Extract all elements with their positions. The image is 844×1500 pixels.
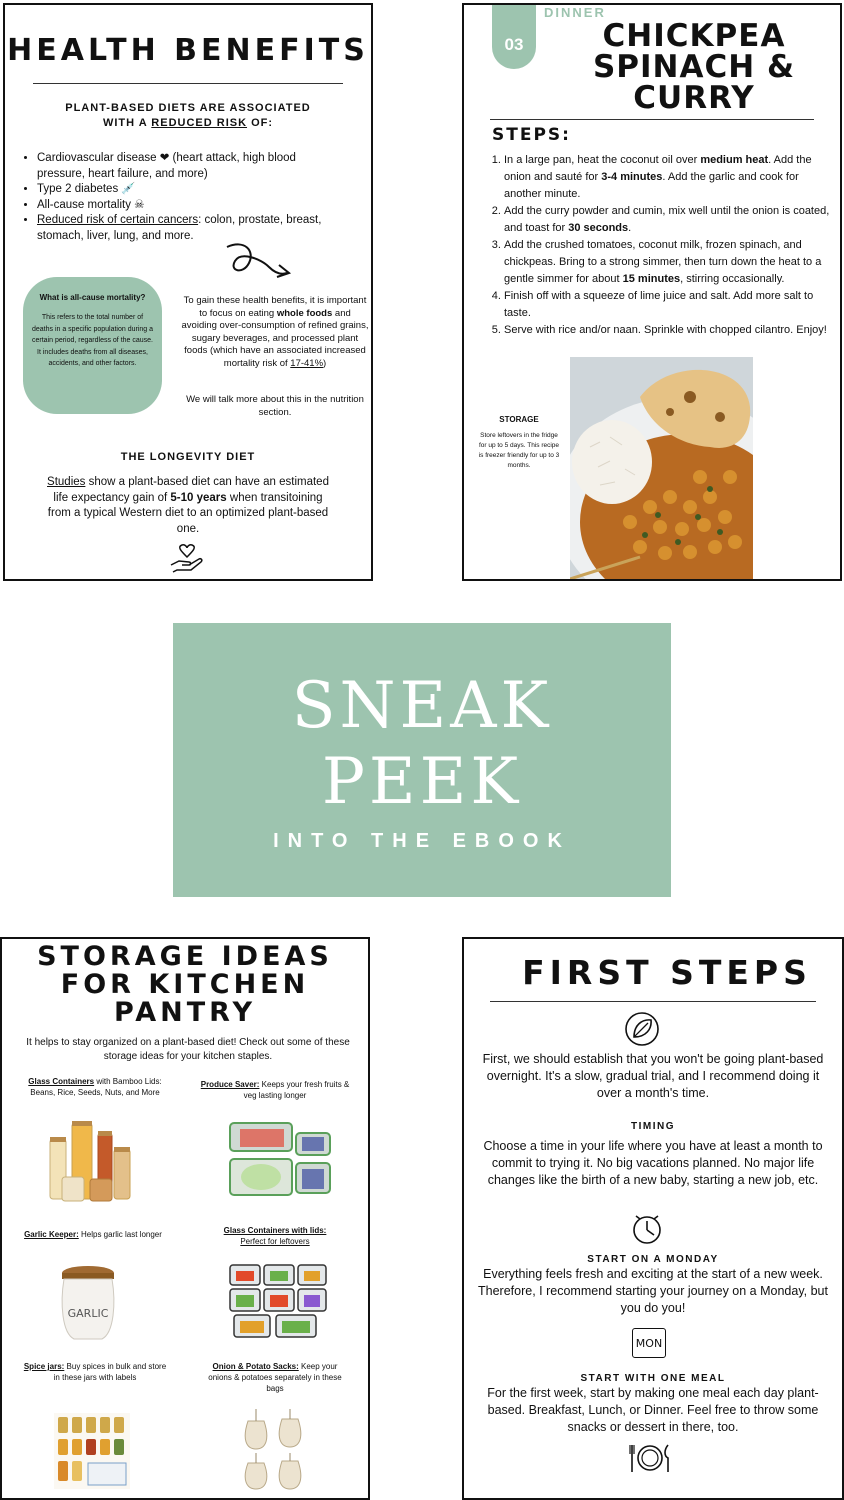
divider bbox=[490, 119, 814, 120]
recipe-number: 03 bbox=[504, 35, 524, 54]
recipe-title-line-1: CHICKPEA bbox=[602, 18, 786, 54]
spice-jars-link[interactable]: Spice jars: bbox=[23, 1362, 65, 1371]
garlic-keeper-image bbox=[58, 1263, 118, 1343]
list-item bbox=[37, 198, 345, 214]
gain-text-end: ) bbox=[323, 357, 327, 369]
step-text: . Add the onion and sauté for bbox=[504, 154, 812, 183]
longevity-body-end: when transitoining from a typical Western diet to an optimized plant-based one. bbox=[47, 491, 329, 535]
caption-text: Helps garlic last longer bbox=[78, 1230, 162, 1239]
leaf-icon bbox=[624, 1011, 660, 1047]
page-title-line-1: STORAGE IDEAS bbox=[37, 941, 333, 972]
caption-text: Keeps your fresh fruits & veg lasting longer bbox=[243, 1080, 350, 1100]
calendar-icon bbox=[632, 1328, 666, 1358]
calendar-label: MON bbox=[635, 1337, 663, 1350]
divider bbox=[33, 83, 343, 84]
recipe-title-line-2: SPINACH & bbox=[592, 49, 796, 85]
produce-saver-caption bbox=[200, 1079, 350, 1101]
produce-saver-link[interactable]: Produce Saver: bbox=[200, 1080, 260, 1089]
page-title-line-2: FOR KITCHEN bbox=[60, 969, 310, 1000]
glass-containers-lids-link[interactable]: Glass Containers with lids: bbox=[223, 1226, 327, 1235]
curry-photo bbox=[570, 357, 753, 581]
one-meal-text: For the first week, start by making one meal each day plant-based. Breakfast, Lunch, or Dinner. Feel free to throw some snacks or dessert in there, too. bbox=[487, 1386, 819, 1434]
longevity-body: show a plant-based diet can have an estimated life expectancy gain of bbox=[53, 476, 329, 504]
glass-containers-link[interactable]: Glass Containers bbox=[28, 1077, 95, 1086]
glass-containers-caption bbox=[20, 1076, 170, 1098]
list-item-text: Cardiovascular disease ❤ (heart attack, high blood pressure, heart failure, and more) bbox=[37, 152, 296, 180]
cancer-risk-link[interactable]: Reduced risk of certain cancers bbox=[37, 214, 199, 226]
mortality-bubble bbox=[23, 277, 162, 414]
reduced-risk-text: REDUCED RISK bbox=[151, 117, 248, 129]
glass-containers-image bbox=[228, 1261, 328, 1341]
longevity-text bbox=[45, 475, 331, 537]
one-meal-heading: START WITH ONE MEAL bbox=[580, 1373, 726, 1384]
recipe-title-line-3: CURRY bbox=[633, 80, 755, 116]
association-heading bbox=[45, 101, 331, 131]
glass-containers-lids-caption bbox=[200, 1225, 350, 1247]
mortality-risk-link[interactable]: 17-41% bbox=[290, 357, 324, 369]
list-item bbox=[37, 182, 345, 198]
monday-heading: START ON A MONDAY bbox=[587, 1254, 719, 1265]
page-title bbox=[2, 943, 368, 1027]
list-item-text: Type 2 diabetes 💉 bbox=[37, 183, 136, 195]
garlic-keeper-caption bbox=[18, 1229, 168, 1240]
step-item bbox=[504, 288, 832, 322]
recipe-number-tab bbox=[492, 3, 536, 69]
list-item bbox=[37, 213, 345, 244]
step-text: In a large pan, heat the coconut oil over bbox=[504, 154, 701, 166]
step-text: Serve with rice and/or naan. Sprinkle with chopped cilantro. Enjoy! bbox=[504, 324, 827, 336]
heart-hand-icon bbox=[169, 543, 205, 573]
storage-ideas-page bbox=[0, 937, 370, 1500]
spice-jars-caption bbox=[20, 1361, 170, 1383]
onion-potato-sacks-caption bbox=[200, 1361, 350, 1394]
storage-heading: STORAGE bbox=[499, 415, 539, 424]
recipe-category: DINNER bbox=[544, 5, 606, 20]
page-title: FIRST STEPS bbox=[522, 953, 812, 992]
list-item-text: : colon, prostate, breast, stomach, liver, lung, and more. bbox=[37, 214, 322, 242]
step-bold: 15 minutes bbox=[622, 273, 681, 285]
step-item bbox=[504, 237, 832, 288]
bubble-text: This refers to the total number of deaths in a specific population during a certain period, regardless of the cause. It includes deaths from all diseases, accidents, and other factors. bbox=[31, 314, 154, 367]
step-bold: 3-4 minutes bbox=[601, 171, 663, 183]
steps-heading: STEPS: bbox=[492, 125, 571, 145]
banner-title-line-1: SNEAK bbox=[291, 669, 553, 743]
timing-text: Choose a time in your life where you have at least a month to commit to trying it. No big vacations planned. No major life changes like the birth of a new baby, starting a new job, etc. bbox=[483, 1139, 823, 1187]
banner-title bbox=[173, 668, 671, 820]
whole-foods-text: whole foods bbox=[276, 307, 333, 319]
step-item bbox=[504, 203, 832, 237]
divider bbox=[490, 1001, 816, 1002]
gain-text: To gain these health benefits, it is important to focus on eating bbox=[183, 295, 367, 319]
step-item bbox=[504, 322, 832, 339]
longevity-heading: THE LONGEVITY DIET bbox=[120, 451, 256, 463]
recipe-page bbox=[462, 3, 842, 581]
list-item bbox=[37, 151, 345, 182]
health-benefits-page bbox=[3, 3, 373, 581]
spice-jars-image bbox=[54, 1413, 130, 1489]
produce-saver-image bbox=[226, 1119, 336, 1199]
step-text: . bbox=[628, 222, 632, 234]
step-text: , stirring occasionally. bbox=[680, 273, 785, 285]
step-item bbox=[504, 152, 832, 203]
sneak-peek-banner bbox=[173, 623, 671, 897]
recipe-title bbox=[574, 18, 814, 116]
step-text: . Add the garlic and cook for another minute. bbox=[504, 171, 799, 200]
caption-text: with Bamboo Lids: Beans, Rice, Seeds, Nuts, and More bbox=[30, 1077, 162, 1097]
monday-text: Everything feels fresh and exciting at the start of a new week. Therefore, I recommend starting your journey on a Monday, but you do you! bbox=[478, 1267, 828, 1315]
intro-text: First, we should establish that you won't be going plant-based overnight. It's a slow, gradual trial, and I recommend doing it over a month's time. bbox=[482, 1052, 824, 1100]
first-steps-page bbox=[462, 937, 844, 1500]
step-bold: medium heat bbox=[700, 154, 769, 166]
banner-subtitle: INTO THE EBOOK bbox=[273, 830, 571, 852]
association-line-1: PLANT-BASED DIETS ARE ASSOCIATED bbox=[65, 102, 311, 114]
assoc-text-end: OF: bbox=[247, 117, 274, 129]
step-bold: 30 seconds bbox=[568, 222, 629, 234]
step-text: Add the crushed tomatoes, coconut milk, frozen spinach, and chickpeas. Bring to a strong simmer, then turn down the heat to a gentle simmer for about bbox=[504, 239, 822, 285]
nutrition-note: We will talk more about this in the nutrition section. bbox=[186, 394, 364, 418]
benefits-list bbox=[37, 151, 345, 244]
list-item-text: All-cause mortality ☠ bbox=[37, 198, 145, 211]
curry-bowl-image bbox=[570, 357, 753, 581]
step-text: Add the curry powder and cumin, mix well until the onion is coated, and toast for bbox=[504, 205, 830, 234]
onion-potato-sacks-link[interactable]: Onion & Potato Sacks: bbox=[212, 1362, 299, 1371]
bubble-title: What is all-cause mortality? bbox=[39, 293, 146, 302]
caption-text: Buy spices in bulk and store in these jars with labels bbox=[53, 1362, 167, 1382]
page-title: HEALTH BENEFITS bbox=[7, 33, 369, 68]
plate-cutlery-icon bbox=[628, 1442, 672, 1474]
curly-arrow-icon bbox=[225, 241, 295, 285]
studies-link[interactable]: Studies bbox=[47, 476, 86, 488]
page-title-line-3: PANTRY bbox=[113, 997, 257, 1028]
glass-jars-image bbox=[46, 1119, 132, 1203]
banner-title-line-2: PEEK bbox=[321, 745, 523, 819]
timing-heading: TIMING bbox=[631, 1121, 675, 1132]
caption-text: Perfect for leftovers bbox=[240, 1237, 310, 1246]
garlic-label: GARLIC bbox=[67, 1307, 109, 1320]
step-text: Finish off with a squeeze of lime juice and salt. Add more salt to taste. bbox=[504, 290, 814, 319]
produce-sacks-image bbox=[242, 1409, 308, 1493]
caption-text: Keep your onions & potatoes separately in these bags bbox=[208, 1362, 342, 1393]
steps-list bbox=[492, 152, 832, 339]
association-line-2 bbox=[45, 116, 331, 131]
health-gain-text bbox=[181, 295, 369, 370]
storage-text: Store leftovers in the fridge for up to 5 days. This recipe is freezer friendly for up to 3 months. bbox=[478, 432, 560, 469]
clock-icon bbox=[630, 1212, 664, 1246]
storage-intro: It helps to stay organized on a plant-based diet! Check out some of these storage ideas for your kitchen staples. bbox=[26, 1037, 350, 1062]
garlic-keeper-link[interactable]: Garlic Keeper: bbox=[24, 1230, 79, 1239]
assoc-text: WITH A bbox=[102, 117, 152, 129]
gain-text-2: and avoiding over-consumption of refined grains, sugary beverages, and processed plant foods (which have an associated increased mortality risk of bbox=[181, 307, 369, 369]
years-gain: 5-10 years bbox=[170, 491, 227, 504]
